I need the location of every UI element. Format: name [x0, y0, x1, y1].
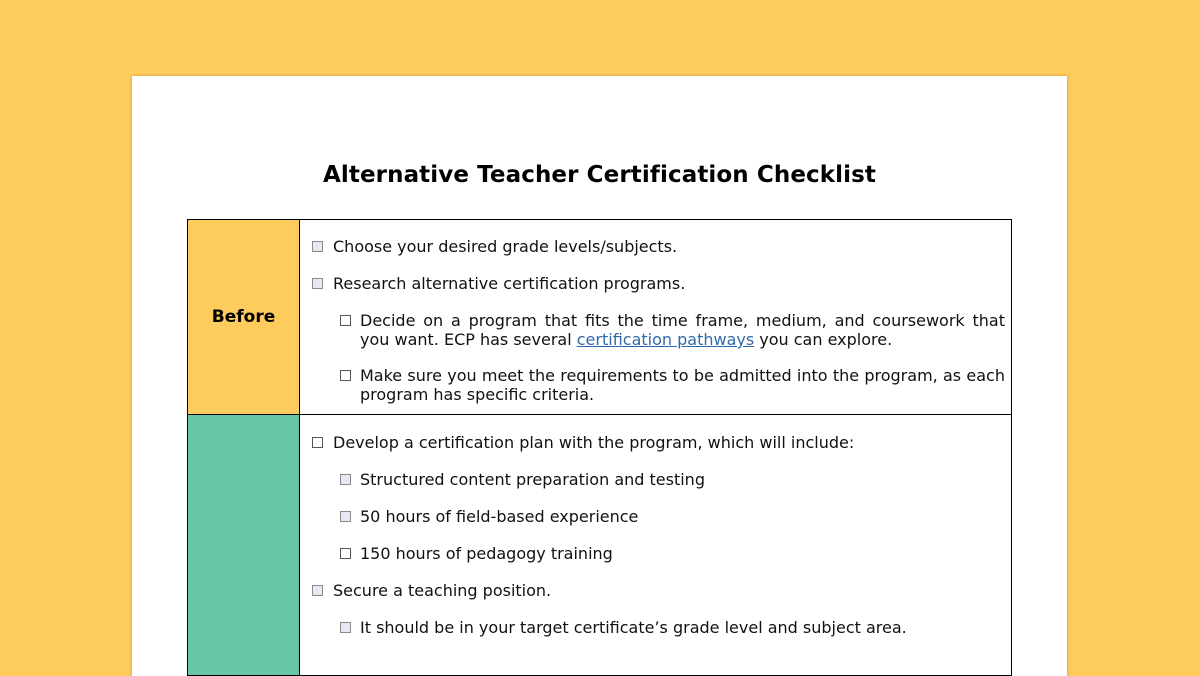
section-content-during: [300, 415, 1012, 676]
section-row-during: [188, 415, 1012, 676]
checklist-table: [187, 219, 1012, 676]
checkbox[interactable]: [340, 474, 351, 485]
checkbox[interactable]: [340, 548, 351, 559]
checkbox[interactable]: [340, 511, 351, 522]
document-title: Alternative Teacher Certification Checklist: [322, 162, 877, 188]
checklist-subitem: [312, 618, 1005, 637]
checklist-item-text: you can explore.: [754, 330, 893, 349]
section-label-during: [188, 415, 300, 676]
checklist-item-text: It should be in your target certificate’s grade level and subject area.: [360, 618, 907, 637]
checklist-subitem: [312, 311, 1005, 349]
checkbox[interactable]: [312, 437, 323, 448]
certification-pathways-link[interactable]: certification pathways: [576, 330, 755, 349]
checklist-item-text: Research alternative certification programs.: [333, 274, 686, 293]
checkbox[interactable]: [312, 241, 323, 252]
checklist-item-text: 150 hours of pedagogy training: [360, 544, 613, 563]
checklist-item-text: Secure a teaching position.: [333, 581, 552, 600]
checkbox[interactable]: [312, 278, 323, 289]
section-content-before: [300, 220, 1012, 415]
checklist-item-text: Structured content preparation and testing: [360, 470, 705, 489]
checklist-subitem: [312, 366, 1005, 404]
checklist-subitem: [312, 470, 1005, 489]
checklist-item-text: Make sure you meet the requirements to be admitted into the program, as each program has specific criteria.: [360, 366, 1005, 404]
checkbox[interactable]: [340, 315, 351, 326]
checkbox[interactable]: [312, 585, 323, 596]
checklist-item: [312, 433, 1005, 452]
checklist-item: [312, 274, 1005, 293]
checkbox[interactable]: [340, 370, 351, 381]
checklist-item: [312, 581, 1005, 600]
checklist-item: [312, 237, 1005, 256]
checklist-subitem: [312, 544, 1005, 563]
section-row-before: [188, 220, 1012, 415]
checklist-subitem: [312, 507, 1005, 526]
checklist-item-text: Choose your desired grade levels/subjects.: [333, 237, 678, 256]
section-label-before: Before: [188, 220, 300, 415]
checklist-item-text: Decide on a program that fits the time frame, medium, and coursework that you want. ECP has several: [360, 311, 1005, 349]
checklist-item-text: 50 hours of field-based experience: [360, 507, 639, 526]
checklist-item-text: Develop a certification plan with the program, which will include:: [333, 433, 855, 452]
checkbox[interactable]: [340, 622, 351, 633]
document-page: [132, 76, 1067, 676]
